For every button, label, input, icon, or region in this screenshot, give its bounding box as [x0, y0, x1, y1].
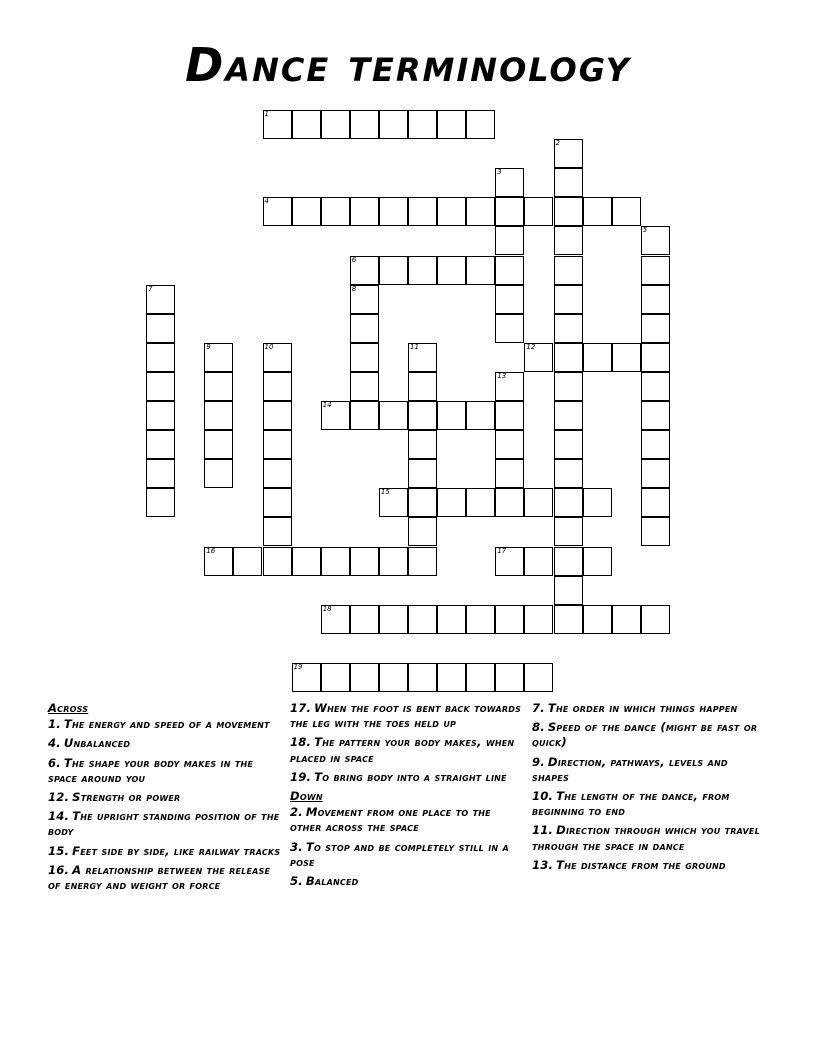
- crossword-cell[interactable]: [263, 401, 292, 430]
- crossword-cell[interactable]: [554, 256, 583, 285]
- crossword-cell[interactable]: [408, 517, 437, 546]
- crossword-cell[interactable]: [554, 285, 583, 314]
- crossword-cell[interactable]: [204, 401, 233, 430]
- clue-item-number: 8.: [532, 720, 545, 735]
- crossword-cell[interactable]: [146, 430, 175, 459]
- crossword-cell[interactable]: [379, 401, 408, 430]
- crossword-cell[interactable]: [554, 168, 583, 197]
- clue-item-number: 17.: [290, 701, 312, 715]
- clue-item-text: To stop and be completely still in a pose: [290, 839, 509, 869]
- crossword-cell[interactable]: [146, 343, 175, 372]
- clue-item-number: 15.: [48, 843, 70, 858]
- crossword-cell[interactable]: [524, 488, 553, 517]
- crossword-cell[interactable]: [466, 663, 495, 692]
- crossword-cell[interactable]: [495, 285, 524, 314]
- crossword-cell[interactable]: [350, 110, 379, 139]
- crossword-cell[interactable]: [641, 285, 670, 314]
- clue-item: [290, 874, 525, 889]
- crossword-cell[interactable]: [350, 372, 379, 401]
- crossword-cell[interactable]: [495, 226, 524, 255]
- crossword-cell[interactable]: [641, 517, 670, 546]
- crossword-cell[interactable]: [350, 197, 379, 226]
- clue-item-text: Balanced: [305, 874, 359, 889]
- clue-item-text: The upright standing position of the body: [48, 809, 280, 839]
- crossword-cell[interactable]: [437, 110, 466, 139]
- crossword-cell[interactable]: [641, 488, 670, 517]
- crossword-cell[interactable]: [554, 197, 583, 226]
- crossword-cell[interactable]: [146, 401, 175, 430]
- crossword-cell[interactable]: [350, 663, 379, 692]
- clue-item-number: 4.: [48, 736, 61, 751]
- crossword-cell[interactable]: [583, 605, 612, 634]
- crossword-cell[interactable]: [524, 605, 553, 634]
- crossword-cell[interactable]: [554, 372, 583, 401]
- crossword-cell[interactable]: [641, 314, 670, 343]
- clue-item-text: Speed of the dance (might be fast or quick): [532, 720, 758, 750]
- crossword-cell[interactable]: [495, 372, 524, 401]
- crossword-cell[interactable]: [321, 663, 350, 692]
- crossword-cell[interactable]: [408, 663, 437, 692]
- crossword-cell[interactable]: [641, 343, 670, 372]
- crossword-cell[interactable]: [554, 139, 583, 168]
- clue-item-number: 3.: [290, 839, 303, 854]
- crossword-cell[interactable]: [524, 663, 553, 692]
- crossword-cell[interactable]: [612, 605, 641, 634]
- crossword-cell[interactable]: [495, 605, 524, 634]
- clue-item-number: 9.: [532, 754, 545, 769]
- crossword-cell[interactable]: [350, 401, 379, 430]
- clue-number: 12: [526, 342, 536, 351]
- crossword-cell[interactable]: [495, 547, 524, 576]
- page-title: Dance terminology: [185, 38, 631, 92]
- crossword-cell[interactable]: [292, 547, 321, 576]
- clue-item-text: Unbalanced: [63, 736, 131, 751]
- crossword-cell[interactable]: [292, 197, 321, 226]
- crossword-cell[interactable]: [321, 547, 350, 576]
- crossword-cell[interactable]: [437, 663, 466, 692]
- clue-item: [532, 858, 767, 873]
- clue-item-number: 16.: [48, 862, 70, 877]
- crossword-cell[interactable]: [263, 197, 292, 226]
- crossword-cell[interactable]: [524, 547, 553, 576]
- clue-number: 17: [497, 546, 507, 555]
- clue-column-3: [532, 701, 767, 877]
- crossword-cell[interactable]: [146, 488, 175, 517]
- crossword-cell[interactable]: [554, 343, 583, 372]
- clue-item-text: The shape your body makes in the space around you: [48, 755, 254, 785]
- clue-item-text: To bring body into a straight line: [314, 769, 507, 784]
- crossword-cell[interactable]: [437, 488, 466, 517]
- crossword-cell[interactable]: [379, 256, 408, 285]
- clue-item-text: The distance from the ground: [556, 857, 726, 872]
- clue-number: 19: [293, 662, 303, 671]
- clue-column-2: [290, 701, 525, 893]
- crossword-cell[interactable]: [524, 343, 553, 372]
- clue-item-text: The pattern your body makes, when placed in space: [290, 735, 515, 765]
- crossword-cell[interactable]: [554, 547, 583, 576]
- crossword-cell[interactable]: [495, 488, 524, 517]
- crossword-cell[interactable]: [583, 343, 612, 372]
- crossword-cell[interactable]: [641, 430, 670, 459]
- crossword-cell[interactable]: [554, 576, 583, 605]
- clue-section-heading: Across: [48, 701, 89, 715]
- clue-item-number: 5.: [290, 874, 303, 889]
- clue-item: [532, 701, 767, 716]
- crossword-cell[interactable]: [204, 547, 233, 576]
- clue-item: [290, 805, 525, 835]
- clue-item: [48, 756, 283, 786]
- clue-item-text: Direction through which you travel through the space in dance: [532, 823, 760, 853]
- clue-item: [532, 755, 767, 785]
- clue-item-number: 1.: [48, 717, 61, 732]
- crossword-cell[interactable]: [466, 488, 495, 517]
- clue-item-number: 7.: [532, 701, 545, 715]
- clue-number: 5: [642, 226, 648, 235]
- crossword-cell[interactable]: [321, 110, 350, 139]
- clue-number: 9: [206, 342, 211, 351]
- crossword-cell[interactable]: [524, 197, 553, 226]
- clue-item-text: Movement from one place to the other across the space: [290, 805, 491, 835]
- clue-item-number: 12.: [48, 790, 70, 805]
- clue-item: [290, 840, 525, 870]
- crossword-cell[interactable]: [321, 197, 350, 226]
- crossword-cell[interactable]: [204, 430, 233, 459]
- crossword-cell[interactable]: [408, 197, 437, 226]
- clue-item-text: When the foot is bent back towards the leg with the toes held up: [290, 701, 522, 731]
- crossword-cell[interactable]: [408, 488, 437, 517]
- crossword-cell[interactable]: [263, 459, 292, 488]
- crossword-cell[interactable]: [466, 256, 495, 285]
- clue-item: [48, 790, 283, 805]
- clue-item-text: The order in which things happen: [547, 701, 738, 715]
- clue-number: 15: [380, 488, 390, 497]
- crossword-cell[interactable]: [146, 459, 175, 488]
- clue-item: [48, 863, 283, 893]
- clue-item: [290, 701, 525, 731]
- clue-number: 11: [410, 342, 419, 351]
- clue-section-heading: Down: [290, 789, 323, 804]
- clue-item-number: 14.: [48, 809, 70, 824]
- crossword-cell[interactable]: [350, 547, 379, 576]
- crossword-cell[interactable]: [495, 168, 524, 197]
- crossword-cell[interactable]: [321, 401, 350, 430]
- clue-item-number: 6.: [48, 755, 61, 770]
- crossword-cell[interactable]: [612, 343, 641, 372]
- clue-item: [48, 717, 283, 732]
- crossword-cell[interactable]: [350, 256, 379, 285]
- crossword-cell[interactable]: [204, 343, 233, 372]
- crossword-cell[interactable]: [350, 605, 379, 634]
- clue-number: 6: [351, 255, 357, 264]
- clue-item: [48, 736, 283, 751]
- crossword-cell[interactable]: [495, 401, 524, 430]
- crossword-cell[interactable]: [554, 488, 583, 517]
- crossword-cell[interactable]: [495, 459, 524, 488]
- crossword-cell[interactable]: [554, 314, 583, 343]
- clue-number: 14: [322, 401, 332, 409]
- crossword-cell[interactable]: [641, 372, 670, 401]
- crossword-cell[interactable]: [204, 459, 233, 488]
- crossword-cell[interactable]: [554, 459, 583, 488]
- crossword-cell[interactable]: [641, 459, 670, 488]
- crossword-cell[interactable]: [583, 547, 612, 576]
- clue-item-text: The energy and speed of a movement: [63, 717, 270, 732]
- crossword-cell[interactable]: [437, 197, 466, 226]
- crossword-cell[interactable]: [554, 517, 583, 546]
- clue-item-number: 18.: [290, 735, 312, 750]
- crossword-cell[interactable]: [466, 197, 495, 226]
- crossword-cell[interactable]: [612, 197, 641, 226]
- crossword-cell[interactable]: [263, 110, 292, 139]
- clue-item-number: 19.: [290, 769, 312, 784]
- clue-item: [290, 770, 525, 785]
- clue-number: 16: [206, 546, 216, 555]
- crossword-cell[interactable]: [495, 256, 524, 285]
- crossword-cell[interactable]: [263, 430, 292, 459]
- clue-number: 18: [322, 604, 332, 613]
- crossword-cell[interactable]: [233, 547, 262, 576]
- crossword-cell[interactable]: [350, 343, 379, 372]
- crossword-cell[interactable]: [495, 430, 524, 459]
- crossword-cell[interactable]: [554, 430, 583, 459]
- crossword-cell[interactable]: [466, 605, 495, 634]
- crossword-cell[interactable]: [263, 372, 292, 401]
- crossword-cell[interactable]: [583, 488, 612, 517]
- crossword-cell[interactable]: [641, 226, 670, 255]
- crossword-cell[interactable]: [554, 605, 583, 634]
- crossword-cell[interactable]: [583, 197, 612, 226]
- crossword-cell[interactable]: [466, 401, 495, 430]
- crossword-cell[interactable]: [379, 547, 408, 576]
- clue-item: [290, 735, 525, 765]
- clue-number: 13: [497, 371, 507, 380]
- crossword-cell[interactable]: [350, 285, 379, 314]
- crossword-cell[interactable]: [379, 488, 408, 517]
- clue-item-number: 2.: [290, 805, 303, 820]
- crossword-cell[interactable]: [408, 372, 437, 401]
- clue-item: [532, 789, 767, 819]
- clue-number: 2: [555, 139, 560, 148]
- crossword-cell[interactable]: [641, 605, 670, 634]
- clue-item-number: 11.: [532, 823, 554, 838]
- clue-number: 1: [264, 110, 269, 118]
- crossword-cell[interactable]: [292, 663, 321, 692]
- crossword-cell[interactable]: [408, 430, 437, 459]
- clue-number: 7: [148, 284, 153, 293]
- clue-item-text: A relationship between the release of energy and weight or force: [48, 862, 271, 893]
- clue-column-1: [48, 701, 283, 897]
- clue-number: 3: [497, 168, 502, 177]
- crossword-cell[interactable]: [263, 517, 292, 546]
- crossword-cell[interactable]: [379, 605, 408, 634]
- crossword-cell[interactable]: [408, 110, 437, 139]
- clue-number: 8: [351, 284, 357, 293]
- clue-item: [532, 720, 767, 750]
- crossword-cell[interactable]: [263, 488, 292, 517]
- crossword-cell[interactable]: [437, 605, 466, 634]
- crossword-cell[interactable]: [350, 314, 379, 343]
- crossword-cell[interactable]: [146, 314, 175, 343]
- crossword-cell[interactable]: [554, 401, 583, 430]
- clue-item: [48, 844, 283, 859]
- crossword-cell[interactable]: [292, 110, 321, 139]
- crossword-cell[interactable]: [641, 256, 670, 285]
- clue-item-text: Direction, pathways, levels and shapes: [532, 754, 728, 784]
- crossword-cell[interactable]: [466, 110, 495, 139]
- crossword-cell[interactable]: [408, 547, 437, 576]
- crossword-cell[interactable]: [408, 605, 437, 634]
- crossword-cell[interactable]: [641, 401, 670, 430]
- crossword-cell[interactable]: [263, 547, 292, 576]
- crossword-cell[interactable]: [379, 110, 408, 139]
- crossword-cell[interactable]: [408, 343, 437, 372]
- clue-number: 10: [264, 342, 274, 351]
- clue-item-text: Feet side by side, like railway tracks: [72, 843, 281, 858]
- crossword-cell[interactable]: [204, 372, 233, 401]
- crossword-cell[interactable]: [554, 226, 583, 255]
- crossword-cell[interactable]: [263, 343, 292, 372]
- crossword-cell[interactable]: [379, 663, 408, 692]
- clue-item: [532, 823, 767, 853]
- crossword-cell[interactable]: [408, 459, 437, 488]
- crossword-cell[interactable]: [437, 401, 466, 430]
- crossword-cell[interactable]: [146, 285, 175, 314]
- crossword-cell[interactable]: [146, 372, 175, 401]
- clue-item-text: Strength or power: [72, 790, 181, 805]
- clue-item: [48, 809, 283, 839]
- crossword-cell[interactable]: [495, 314, 524, 343]
- clue-item-number: 13.: [532, 857, 554, 872]
- clue-number: 4: [264, 197, 269, 206]
- crossword-cell[interactable]: [408, 401, 437, 430]
- clue-item-number: 10.: [532, 789, 554, 804]
- crossword-cell[interactable]: [379, 197, 408, 226]
- crossword-cell[interactable]: [437, 256, 466, 285]
- crossword-cell[interactable]: [495, 197, 524, 226]
- crossword-cell[interactable]: [408, 256, 437, 285]
- clue-item-text: The length of the dance, from beginning to end: [532, 789, 730, 819]
- crossword-cell[interactable]: [495, 663, 524, 692]
- crossword-cell[interactable]: [321, 605, 350, 634]
